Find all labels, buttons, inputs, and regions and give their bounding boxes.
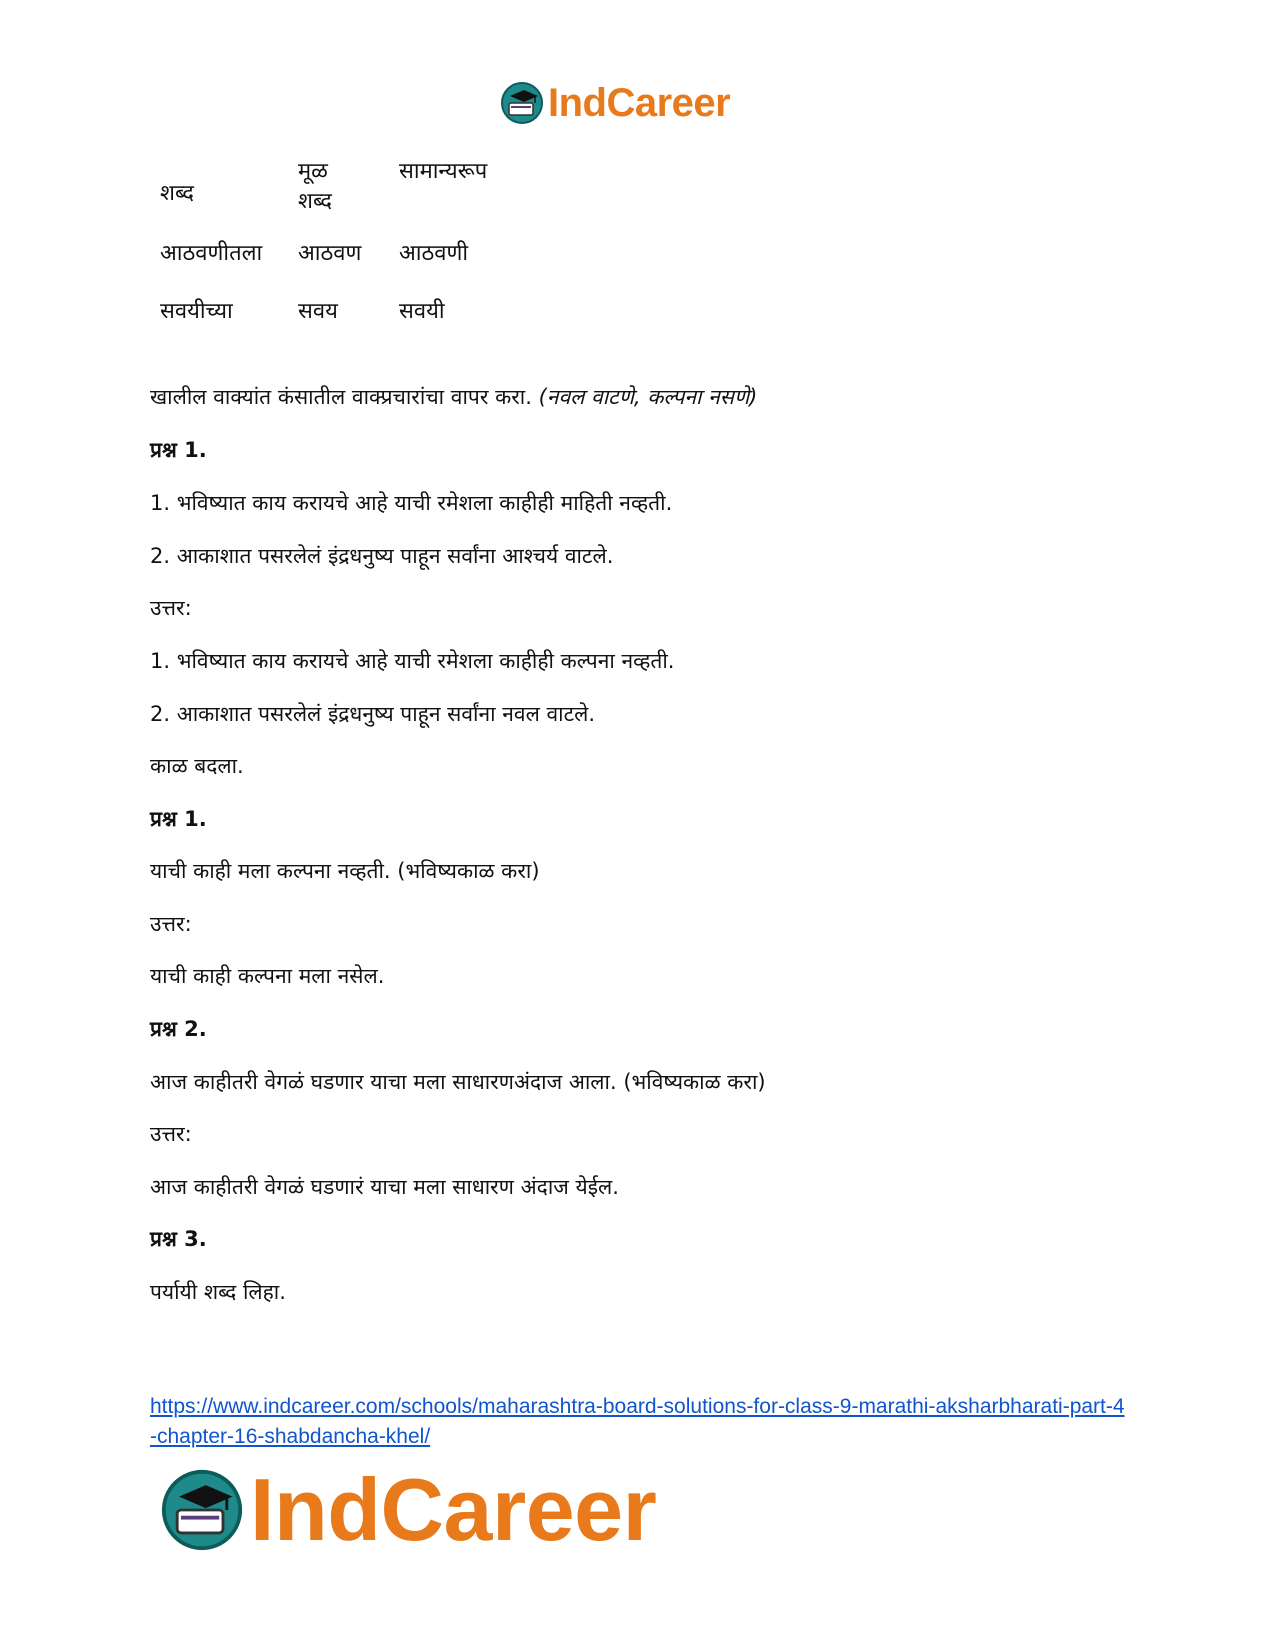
instruction <box>150 383 757 411</box>
table-cell: आठवणी <box>399 241 469 266</box>
table-cell: आठवण <box>298 241 362 266</box>
word-table <box>160 155 599 353</box>
table-row <box>160 295 599 353</box>
question-sentence: 2. आकाशात पसरलेलं इंद्रधनुष्य पाहून सर्वांना आश्चर्य वाटले. <box>150 544 614 568</box>
answer-label: उत्तर: <box>150 596 192 620</box>
question-sentence: पर्यायी शब्द लिहा. <box>150 1280 286 1304</box>
table-row <box>160 237 599 295</box>
question-label: प्रश्न 3. <box>150 1227 207 1251</box>
table-cell: सवय <box>298 299 338 324</box>
answer-sentence: 1. भविष्यात काय करायचे आहे याची रमेशला काहीही कल्पना नव्हती. <box>150 649 675 673</box>
question-label: प्रश्न 2. <box>150 1017 207 1041</box>
answer-sentence: 2. आकाशात पसरलेलं इंद्रधनुष्य पाहून सर्वांना नवल वाटले. <box>150 702 596 726</box>
table-header-root-line1: मूळ <box>298 159 328 184</box>
answer-sentence: आज काहीतरी वेगळं घडणारं याचा मला साधारण अंदाज येईल. <box>150 1175 619 1199</box>
instruction-hint: (नवल वाटणे, कल्पना नसणे) <box>538 385 758 409</box>
brand-logo-text: IndCareer <box>548 80 731 125</box>
table-header-word: शब्द <box>160 181 194 206</box>
table-header-row <box>160 155 599 237</box>
globe-icon <box>500 81 544 125</box>
answer-sentence: याची काही कल्पना मला नसेल. <box>150 964 385 988</box>
answer-label: उत्तर: <box>150 1122 192 1146</box>
table-header-root-line2: शब्द <box>298 189 332 214</box>
question-sentence: 1. भविष्यात काय करायचे आहे याची रमेशला काहीही माहिती नव्हती. <box>150 491 673 515</box>
table-cell: आठवणीतला <box>160 241 263 266</box>
table-header-general-form: सामान्यरूप <box>399 159 488 184</box>
globe-icon <box>160 1468 244 1552</box>
question-label: प्रश्न 1. <box>150 807 207 831</box>
question-sentence: याची काही मला कल्पना नव्हती. (भविष्यकाळ करा) <box>150 859 540 883</box>
header-logo <box>500 80 730 126</box>
brand-logo-text: IndCareer <box>250 1460 657 1559</box>
footer-logo <box>160 1460 657 1559</box>
question-label: प्रश्न 1. <box>150 438 207 462</box>
source-link[interactable]: https://www.indcareer.com/schools/maharashtra-board-solutions-for-class-9-marathi-aksharbharati-part-4-chapter-16-shabdancha-khel/ <box>150 1395 1125 1448</box>
table-cell: सवयी <box>399 299 445 324</box>
instruction-main: खालील वाक्यांत कंसातील वाक्प्रचारांचा वापर करा. <box>150 385 532 409</box>
answer-label: उत्तर: <box>150 912 192 936</box>
table-cell: सवयीच्या <box>160 299 233 324</box>
section-heading: काळ बदला. <box>150 754 244 778</box>
question-sentence: आज काहीतरी वेगळं घडणार याचा मला साधारणअंदाज आला. (भविष्यकाळ करा) <box>150 1070 766 1094</box>
